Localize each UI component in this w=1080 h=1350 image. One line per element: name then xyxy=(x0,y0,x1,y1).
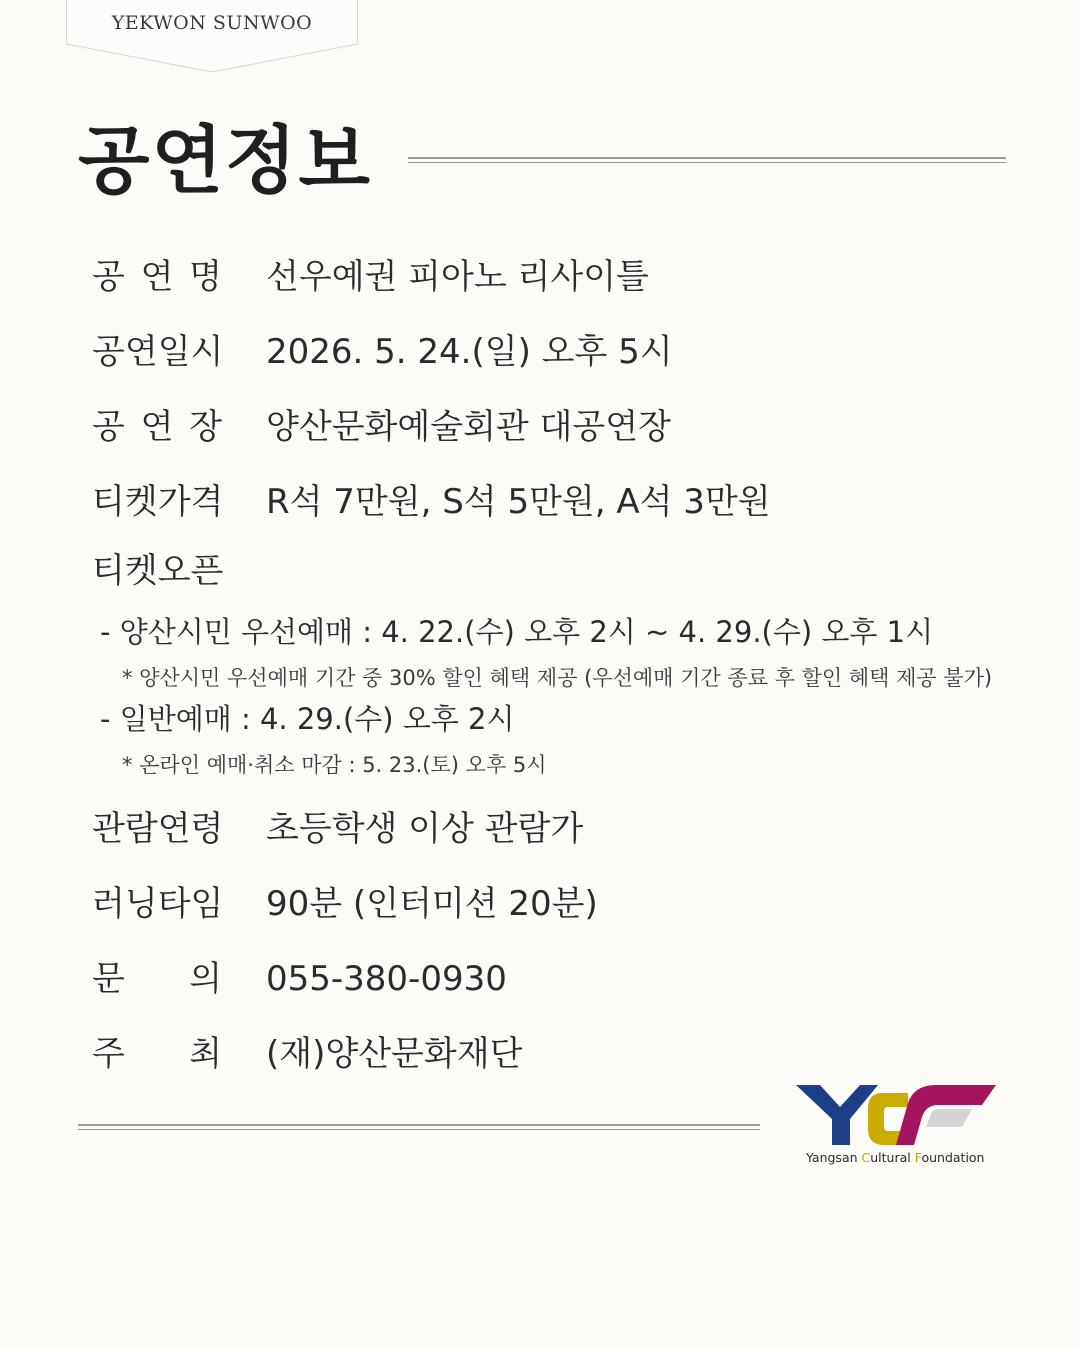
label-char: 공 xyxy=(92,257,125,297)
value-ticket-price: R석 7만원, S석 5만원, A석 3만원 xyxy=(266,482,771,522)
label-date-time: 공연일시 xyxy=(92,332,224,372)
logo-text-part: F xyxy=(914,1150,922,1165)
label-char: 의 xyxy=(189,959,222,999)
title-rule-top xyxy=(408,157,1006,159)
page-title: 공연정보 xyxy=(78,118,372,204)
bottom-rule-top xyxy=(78,1124,760,1126)
general-sale: - 일반예매 : 4. 29.(수) 오후 2시 xyxy=(100,702,515,736)
logo-wordmark xyxy=(806,1150,984,1165)
logo-text-part: Yangsan xyxy=(806,1150,862,1165)
header-tag xyxy=(66,0,358,72)
label-performance-name xyxy=(92,255,222,299)
value-performance-name: 선우예권 피아노 리사이틀 xyxy=(266,257,649,297)
label-age: 관람연령 xyxy=(92,809,224,849)
label-host xyxy=(92,1032,222,1076)
performer-name: YEKWON SUNWOO xyxy=(111,12,313,34)
logo-text-part: ultural xyxy=(870,1150,915,1165)
title-rule-bottom xyxy=(408,162,1006,163)
label-char: 장 xyxy=(189,407,222,447)
citizen-presale-note: * 양산시민 우선예매 기간 중 30% 할인 혜택 제공 (우선예매 기간 종료 후 할인 혜택 제공 불가) xyxy=(122,666,993,690)
citizen-presale: - 양산시민 우선예매 : 4. 22.(수) 오후 2시 ~ 4. 29.(수) 오후 1시 xyxy=(100,615,934,649)
label-char: 공 xyxy=(92,407,125,447)
label-ticket-price: 티켓가격 xyxy=(92,482,224,522)
value-venue: 양산문화예술회관 대공연장 xyxy=(266,407,671,447)
logo-text-part: oundation xyxy=(921,1150,985,1165)
value-running-time: 90분 (인터미션 20분) xyxy=(266,884,598,924)
general-sale-note: * 온라인 예매·취소 마감 : 5. 23.(토) 오후 5시 xyxy=(122,753,547,777)
logo-text-part: C xyxy=(861,1150,871,1165)
label-inquiry xyxy=(92,957,222,1001)
header-tag-shape xyxy=(66,0,358,72)
logo-f-bar-shape xyxy=(926,1109,972,1127)
logo-y-shape xyxy=(796,1085,878,1145)
value-age: 초등학생 이상 관람가 xyxy=(266,809,584,849)
bottom-rule-bottom xyxy=(78,1129,760,1130)
label-running-time: 러닝타임 xyxy=(92,884,224,924)
label-char: 최 xyxy=(189,1034,222,1074)
value-inquiry-phone: 055-380-0930 xyxy=(266,959,507,999)
label-ticket-open: 티켓오픈 xyxy=(92,551,224,591)
value-host: (재)양산문화재단 xyxy=(266,1034,523,1074)
label-char: 연 xyxy=(140,257,174,297)
label-venue xyxy=(92,405,222,449)
label-char: 문 xyxy=(92,959,125,999)
value-date-time: 2026. 5. 24.(일) 오후 5시 xyxy=(266,332,673,372)
label-char: 연 xyxy=(140,407,174,447)
label-char: 주 xyxy=(92,1034,125,1074)
label-char: 명 xyxy=(189,257,222,297)
